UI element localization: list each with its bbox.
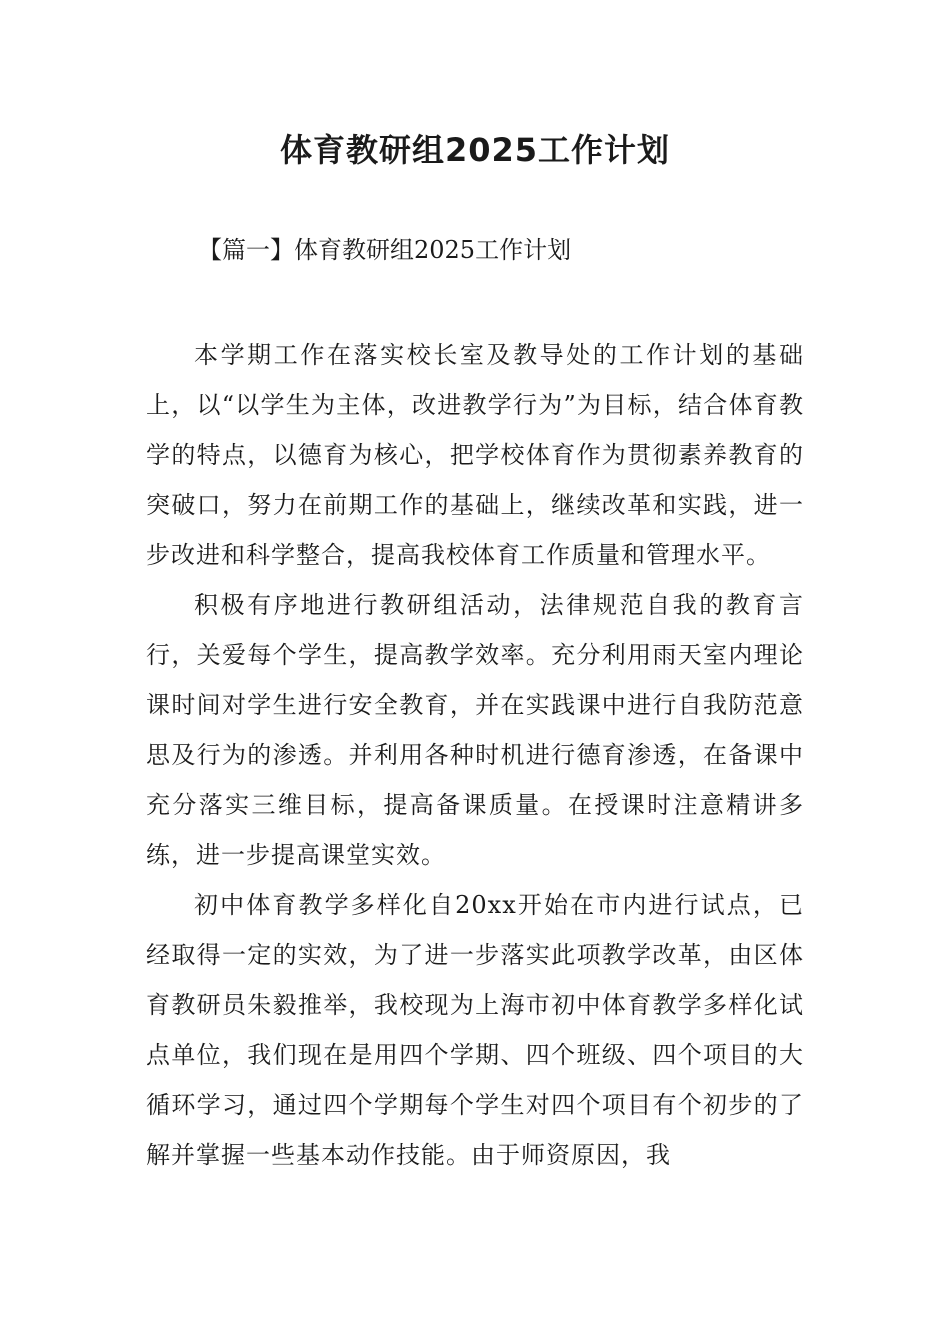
paragraph-2: 积极有序地进行教研组活动，法律规范自我的教育言行，关爱每个学生，提高教学效率。充分利用雨天室内理论课时间对学生进行安全教育，并在实践课中进行自我防范意思及行为的渗透。并利用各种时机进行德育渗透，在备课中充分落实三维目标，提高备课质量。在授课时注意精讲多练，进一步提高课堂实效。	[146, 591, 804, 869]
page-title: 体育教研组2025工作计划	[279, 131, 671, 169]
document-body	[146, 330, 804, 1180]
section-heading: 【篇一】体育教研组2025工作计划	[198, 236, 572, 264]
paragraph-3: 初中体育教学多样化自20xx开始在市内进行试点，已经取得一定的实效，为了进一步落实此项教学改革，由区体育教研员朱毅推举，我校现为上海市初中体育教学多样化试点单位，我们现在是用四个学期、四个班级、四个项目的大循环学习，通过四个学期每个学生对四个项目有个初步的了解并掌握一些基本动作技能。由于师资原因，我	[146, 891, 804, 1169]
paragraph-1: 本学期工作在落实校长室及教导处的工作计划的基础上，以“以学生为主体，改进教学行为”为目标，结合体育教学的特点，以德育为核心，把学校体育作为贯彻素养教育的突破口，努力在前期工作的基础上，继续改革和实践，进一步改进和科学整合，提高我校体育工作质量和管理水平。	[146, 341, 804, 569]
